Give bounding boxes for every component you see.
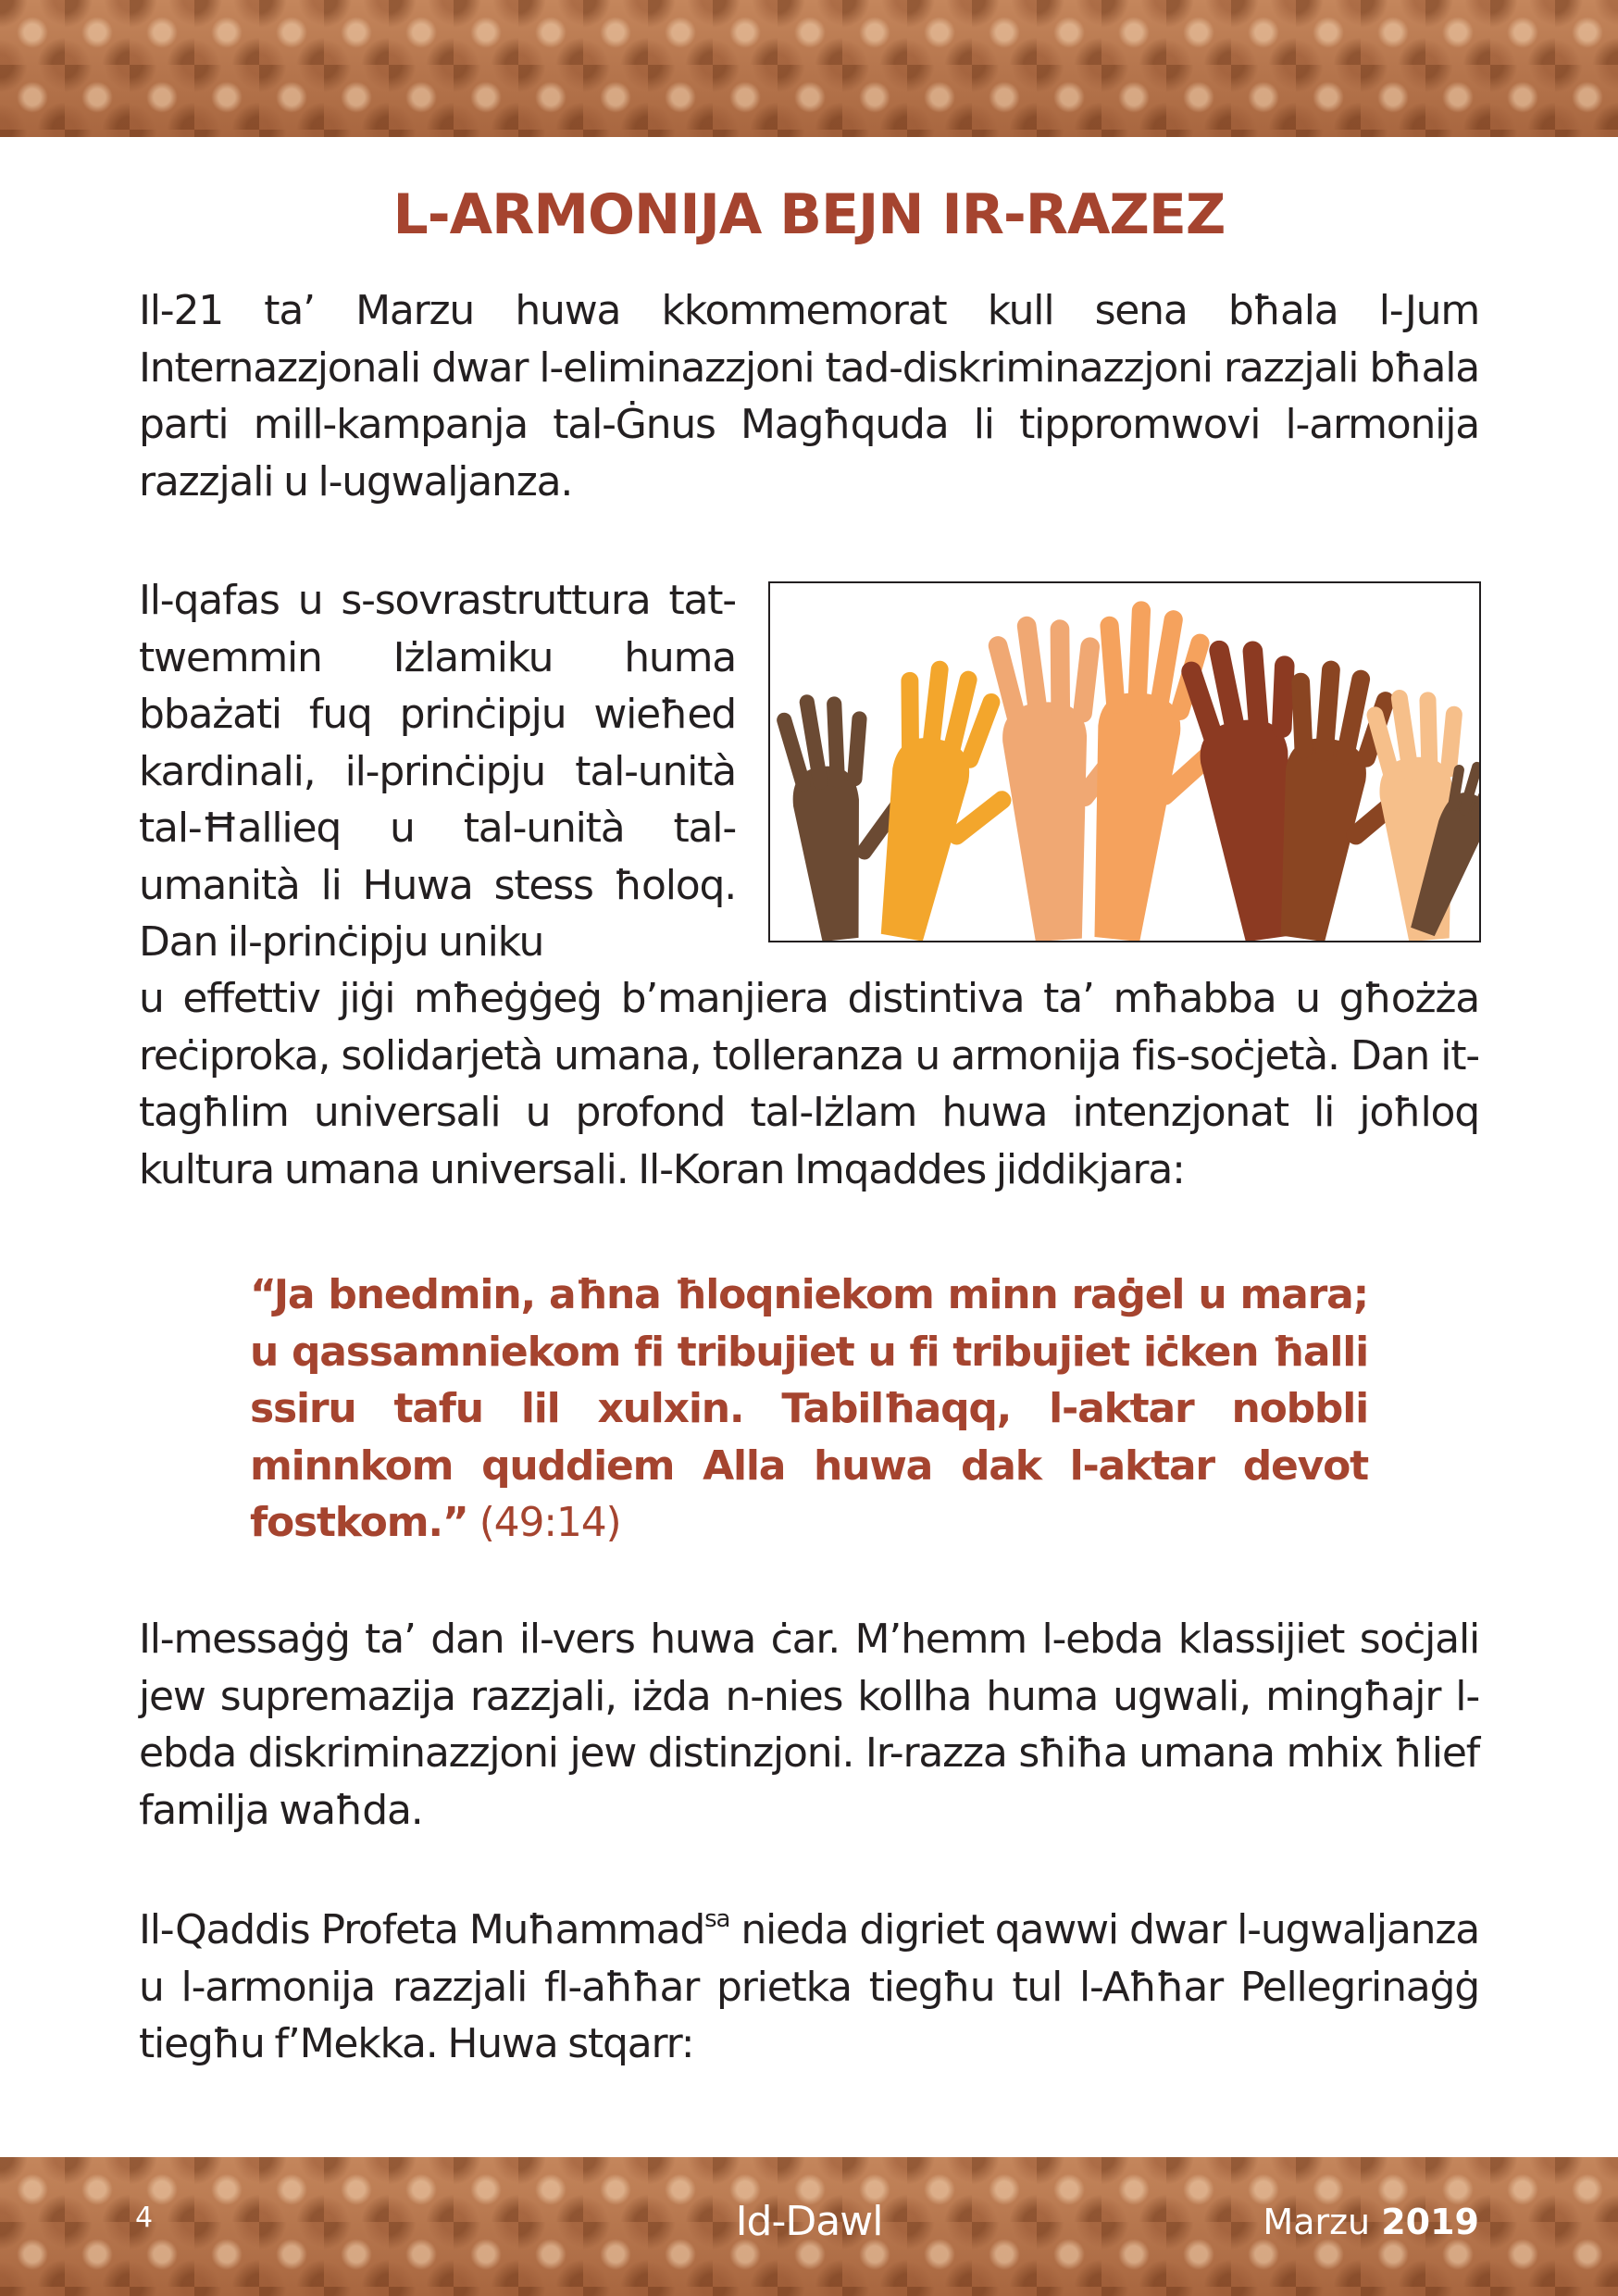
page-number: 4 [135,2202,154,2234]
raised-hands-illustration [768,581,1481,942]
publication-title: Id-Dawl [735,2198,883,2245]
issue-date [1263,2202,1479,2242]
quote-text: “Ja bnedmin, aħna ħloqniekom minn raġel u mara; u qassamniekom fi tribujiet u fi tribujiet iċken ħalli ssiru tafu lil xulxin. Tabilħaqq, l-aktar nobbli minnkom quddiem Alla huwa dak l-aktar devot fostkom.” [250,1271,1368,1546]
paragraph-intro: Il-21 ta’ Marzu huwa kkommemorat kull sena bħala l-Jum Internazzjonali dwar l-eliminazzjoni tad-diskriminazzjoni razzjali bħala parti mill-kampanja tal-Ġnus Magħquda li tippromwovi l-armonija razzjali u l-ugwaljanza. [139,287,1479,505]
paragraph-principle-continued: u effettiv jiġi mħeġġeġ b’manjiera distintiva ta’ mħabba u għożża reċiproka, solidarjetà umana, tolleranza u armonija fis-soċjetà. Dan it-tagħlim universali u profond tal-Iżlam huwa intenzjonat li joħloq kultura umana universali. Il-Koran Imqaddes jiddikjara: [139,975,1479,1193]
header-pattern-band [0,0,1618,137]
paragraph-message: Il-messaġġ ta’ dan il-vers huwa ċar. M’hemm l-ebda klassijiet soċjali jew supremazija razzjali, iżda n-nies kollha huma ugwali, mingħajr l-ebda diskriminazzjoni jew distinzjoni. Ir-razza sħiħa umana mhix ħlief familja waħda. [139,1616,1479,1834]
paragraph-principle: Il-qafas u s-sovrastruttura tat-twemmin Iżlamiku huma bbażati fuq prinċipju wieħed kardinali, il-prinċipju tal-unità tal-Ħallieq u tal-unità tal-umanità li Huwa stess ħoloq. Dan il-prinċipju uniku [139,577,736,966]
quran-quote [250,1267,1368,1552]
prophet-name: Il-Qaddis Profeta Muħammad [139,1906,705,1953]
quote-reference: (49:14) [479,1499,621,1546]
honorific-superscript: sa [704,1905,730,1933]
raised-hands-icon [770,583,1479,941]
prophet-paragraph-text: nieda digriet qawwi dwar l-ugwaljanza u l-armonija razzjali fl-aħħar prietka tiegħu tul l-Aħħar Pellegrinaġġ tiegħu f’Mekka. Huwa stqarr: [139,1906,1479,2067]
paragraph-prophet [139,1902,1479,2073]
article-title: L-ARMONIJA BEJN IR-RAZEZ [392,182,1226,247]
issue-year: 2019 [1381,2202,1479,2242]
issue-month: Marzu [1263,2202,1371,2242]
